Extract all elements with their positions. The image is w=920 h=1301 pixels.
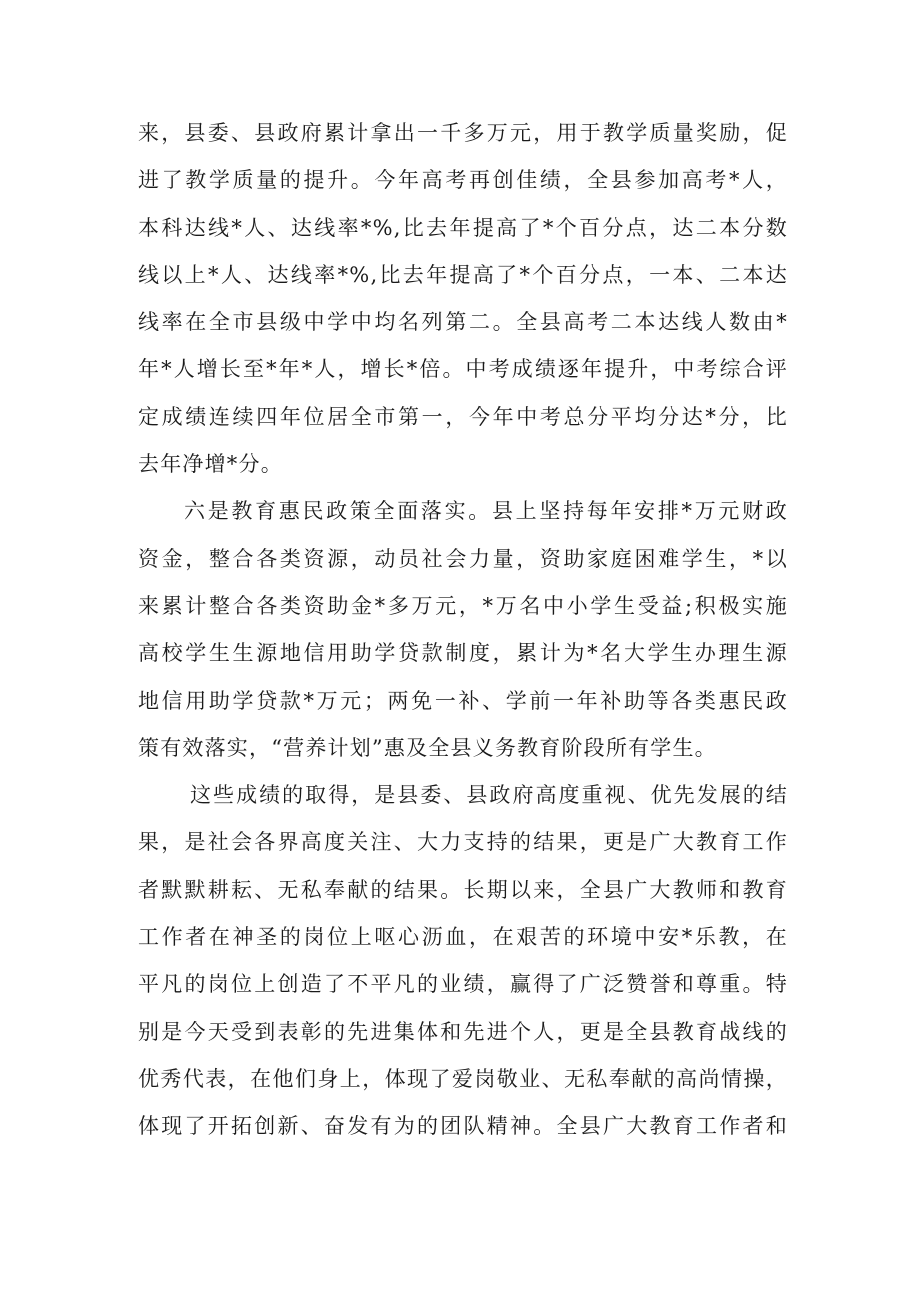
paragraph-3-line-1: 这些成绩的取得，是县委、县政府高度重视、优先发展的结 bbox=[190, 783, 788, 808]
paragraph-3-line-4: 工作者在神圣的岗位上呕心沥血，在艰苦的环境中安*乐教，在 bbox=[138, 925, 788, 950]
paragraph-1-line-7: 定成绩连续四年位居全市第一，今年中考总分平均分达*分，比 bbox=[138, 404, 788, 429]
document-body bbox=[138, 110, 788, 1151]
paragraph-2-line-6: 策有效落实，“营养计划”惠及全县义务教育阶段所有学生。 bbox=[138, 735, 717, 760]
paragraph-1-line-8: 去年净增*分。 bbox=[138, 452, 283, 477]
paragraph-3-line-7: 优秀代表，在他们身上，体现了爱岗敬业、无私奉献的高尚情操， bbox=[138, 1066, 788, 1091]
paragraph-3-line-3: 者默默耕耘、无私奉献的结果。长期以来，全县广大教师和教育 bbox=[138, 877, 788, 902]
paragraph-3-line-5: 平凡的岗位上创造了不平凡的业绩，赢得了广泛赞誉和尊重。特 bbox=[138, 972, 788, 997]
paragraph-1-line-5: 线率在全市县级中学中均名列第二。全县高考二本达线人数由* bbox=[138, 310, 788, 335]
paragraph-1-line-4: 线以上*人、达线率*%,比去年提高了*个百分点，一本、二本达 bbox=[138, 262, 788, 287]
paragraph-1-line-2: 进了教学质量的提升。今年高考再创佳绩，全县参加高考*人， bbox=[138, 168, 788, 193]
paragraph-3-line-2: 果，是社会各界高度关注、大力支持的结果，更是广大教育工作 bbox=[138, 830, 788, 855]
paragraph-1-line-1: 来，县委、县政府累计拿出一千多万元，用于教学质量奖励，促 bbox=[138, 121, 788, 145]
paragraph-2-line-5: 地信用助学贷款*万元；两免一补、学前一年补助等各类惠民政 bbox=[138, 688, 788, 713]
paragraph-2-line-1: 六是教育惠民政策全面落实。县上坚持每年安排*万元财政 bbox=[184, 499, 788, 524]
paragraph-2-line-4: 高校学生生源地信用助学贷款制度，累计为*名大学生办理生源 bbox=[138, 641, 788, 666]
paragraph-2-line-2: 资金，整合各类资源，动员社会力量，资助家庭困难学生，*以 bbox=[138, 546, 788, 571]
paragraph-1-line-6: 年*人增长至*年*人，增长*倍。中考成绩逐年提升，中考综合评 bbox=[138, 357, 788, 382]
paragraph-1-line-3: 本科达线*人、达线率*%,比去年提高了*个百分点，达二本分数 bbox=[138, 215, 788, 240]
paragraph-3-line-6: 别是今天受到表彰的先进集体和先进个人，更是全县教育战线的 bbox=[138, 1019, 788, 1044]
paragraph-3-line-8: 体现了开拓创新、奋发有为的团队精神。全县广大教育工作者和 bbox=[138, 1114, 788, 1139]
paragraph-2-line-3: 来累计整合各类资助金*多万元，*万名中小学生受益;积极实施 bbox=[138, 593, 788, 618]
